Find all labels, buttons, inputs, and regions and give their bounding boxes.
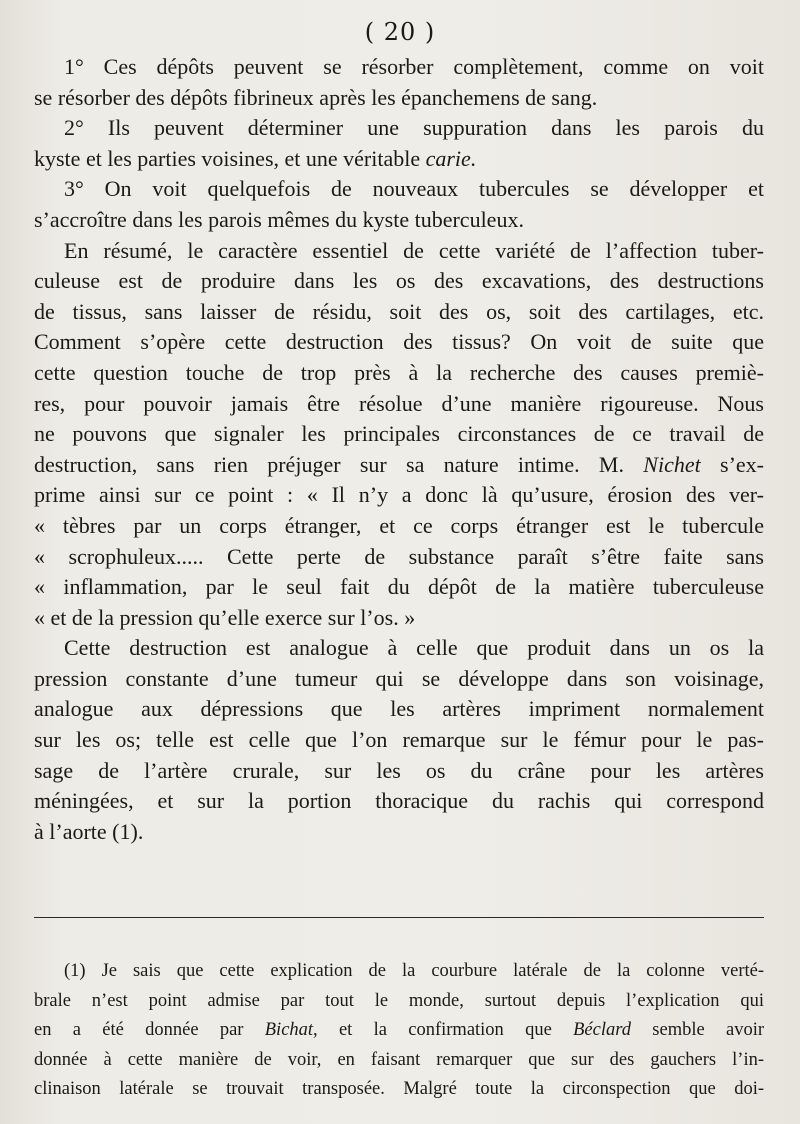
footnote-line: donnée à cette manière de voir, en faisant remarquer que sur des gauchers l’in- (34, 1049, 764, 1070)
text-line: analogue aux dépressions que les artères impriment normalement (34, 696, 764, 722)
text-line: 1° Ces dépôts peuvent se résorber complètement, comme on voit (64, 54, 764, 79)
text-line: Comment s’opère cette destruction des tissus? On voit de suite que (34, 329, 764, 355)
text-line: Cette destruction est analogue à celle que produit dans un os la (64, 635, 764, 661)
footnote-line: clinaison latérale se trouvait transposée. Malgré toute la circonspection que doi- (34, 1079, 764, 1099)
text-fragment: , et la confirmation que (313, 1020, 574, 1040)
main-text (34, 52, 764, 847)
text-line: à l’aorte (1). (34, 818, 144, 844)
text-line (34, 144, 764, 175)
text-line: sage de l’artère crurale, sur les os du crâne pour les artères (34, 757, 764, 783)
footnote-separator (34, 917, 764, 918)
text-line: sur les os; telle est celle que l’on remarque sur le fémur pour le pas- (34, 727, 764, 753)
text-line (34, 450, 764, 481)
footnote (34, 957, 764, 1105)
text-line: méningées, et sur la portion thoracique du rachis qui correspond (34, 788, 764, 814)
page-number: ( 20 ) (364, 18, 436, 46)
footnote-line: (1) Je sais que cette explication de la courbure latérale de la colonne verté- (64, 961, 764, 981)
emphasis-carie: carie. (425, 145, 477, 171)
text-line: res, pour pouvoir jamais être résolue d’une manière rigoureuse. Nous (34, 390, 764, 416)
author-name-bichat: Bichat (264, 1020, 314, 1040)
text-line: « et de la pression qu’elle exerce sur l’os. » (34, 604, 416, 630)
text-fragment: s’ex- (700, 451, 764, 477)
text-line: s’accroître dans les parois mêmes du kyste tuberculeux. (34, 206, 524, 232)
text-line: cette question touche de trop près à la recherche des causes premiè- (34, 359, 764, 385)
footnote-line: brale n’est point admise par tout le monde, surtout depuis l’explication qui (34, 990, 764, 1011)
footnote-line (34, 1016, 764, 1046)
text-line: En résumé, le caractère essentiel de cette variété de l’affection tuber- (64, 237, 764, 263)
text-line: « tèbres par un corps étranger, et ce corps étranger est le tubercule (34, 512, 764, 538)
text-fragment: en a été donnée par (34, 1020, 265, 1040)
text-line: pression constante d’une tumeur qui se développe dans son voisinage, (34, 665, 764, 691)
text-line: prime ainsi sur ce point : « Il n’y a donc là qu’usure, érosion des ver- (34, 482, 764, 508)
text-line: se résorber des dépôts fibrineux après les épanchemens de sang. (34, 84, 598, 110)
text-line: « inflammation, par le seul fait du dépôt de la matière tuberculeuse (34, 574, 764, 600)
text-fragment: destruction, sans rien préjuger sur sa nature intime. M. (34, 451, 644, 477)
author-name-nichet: Nichet (643, 451, 701, 477)
text-line: 3° On voit quelquefois de nouveaux tubercules se développer et (64, 176, 764, 202)
text-line: culeuse est de produire dans les os des excavations, des destructions (34, 268, 764, 294)
text-fragment: semble avoir (631, 1020, 764, 1040)
text-line: ne pouvons que signaler les principales circonstances de ce travail de (34, 421, 764, 447)
text-fragment: kyste et les parties voisines, et une véritable (34, 145, 426, 171)
text-line: « scrophuleux..... Cette perte de substance paraît s’être faite sans (34, 543, 764, 569)
text-line: 2° Ils peuvent déterminer une suppuration dans les parois du (64, 115, 764, 141)
text-line: de tissus, sans laisser de résidu, soit des os, soit des cartilages, etc. (34, 298, 764, 324)
author-name-beclard: Béclard (573, 1020, 631, 1040)
